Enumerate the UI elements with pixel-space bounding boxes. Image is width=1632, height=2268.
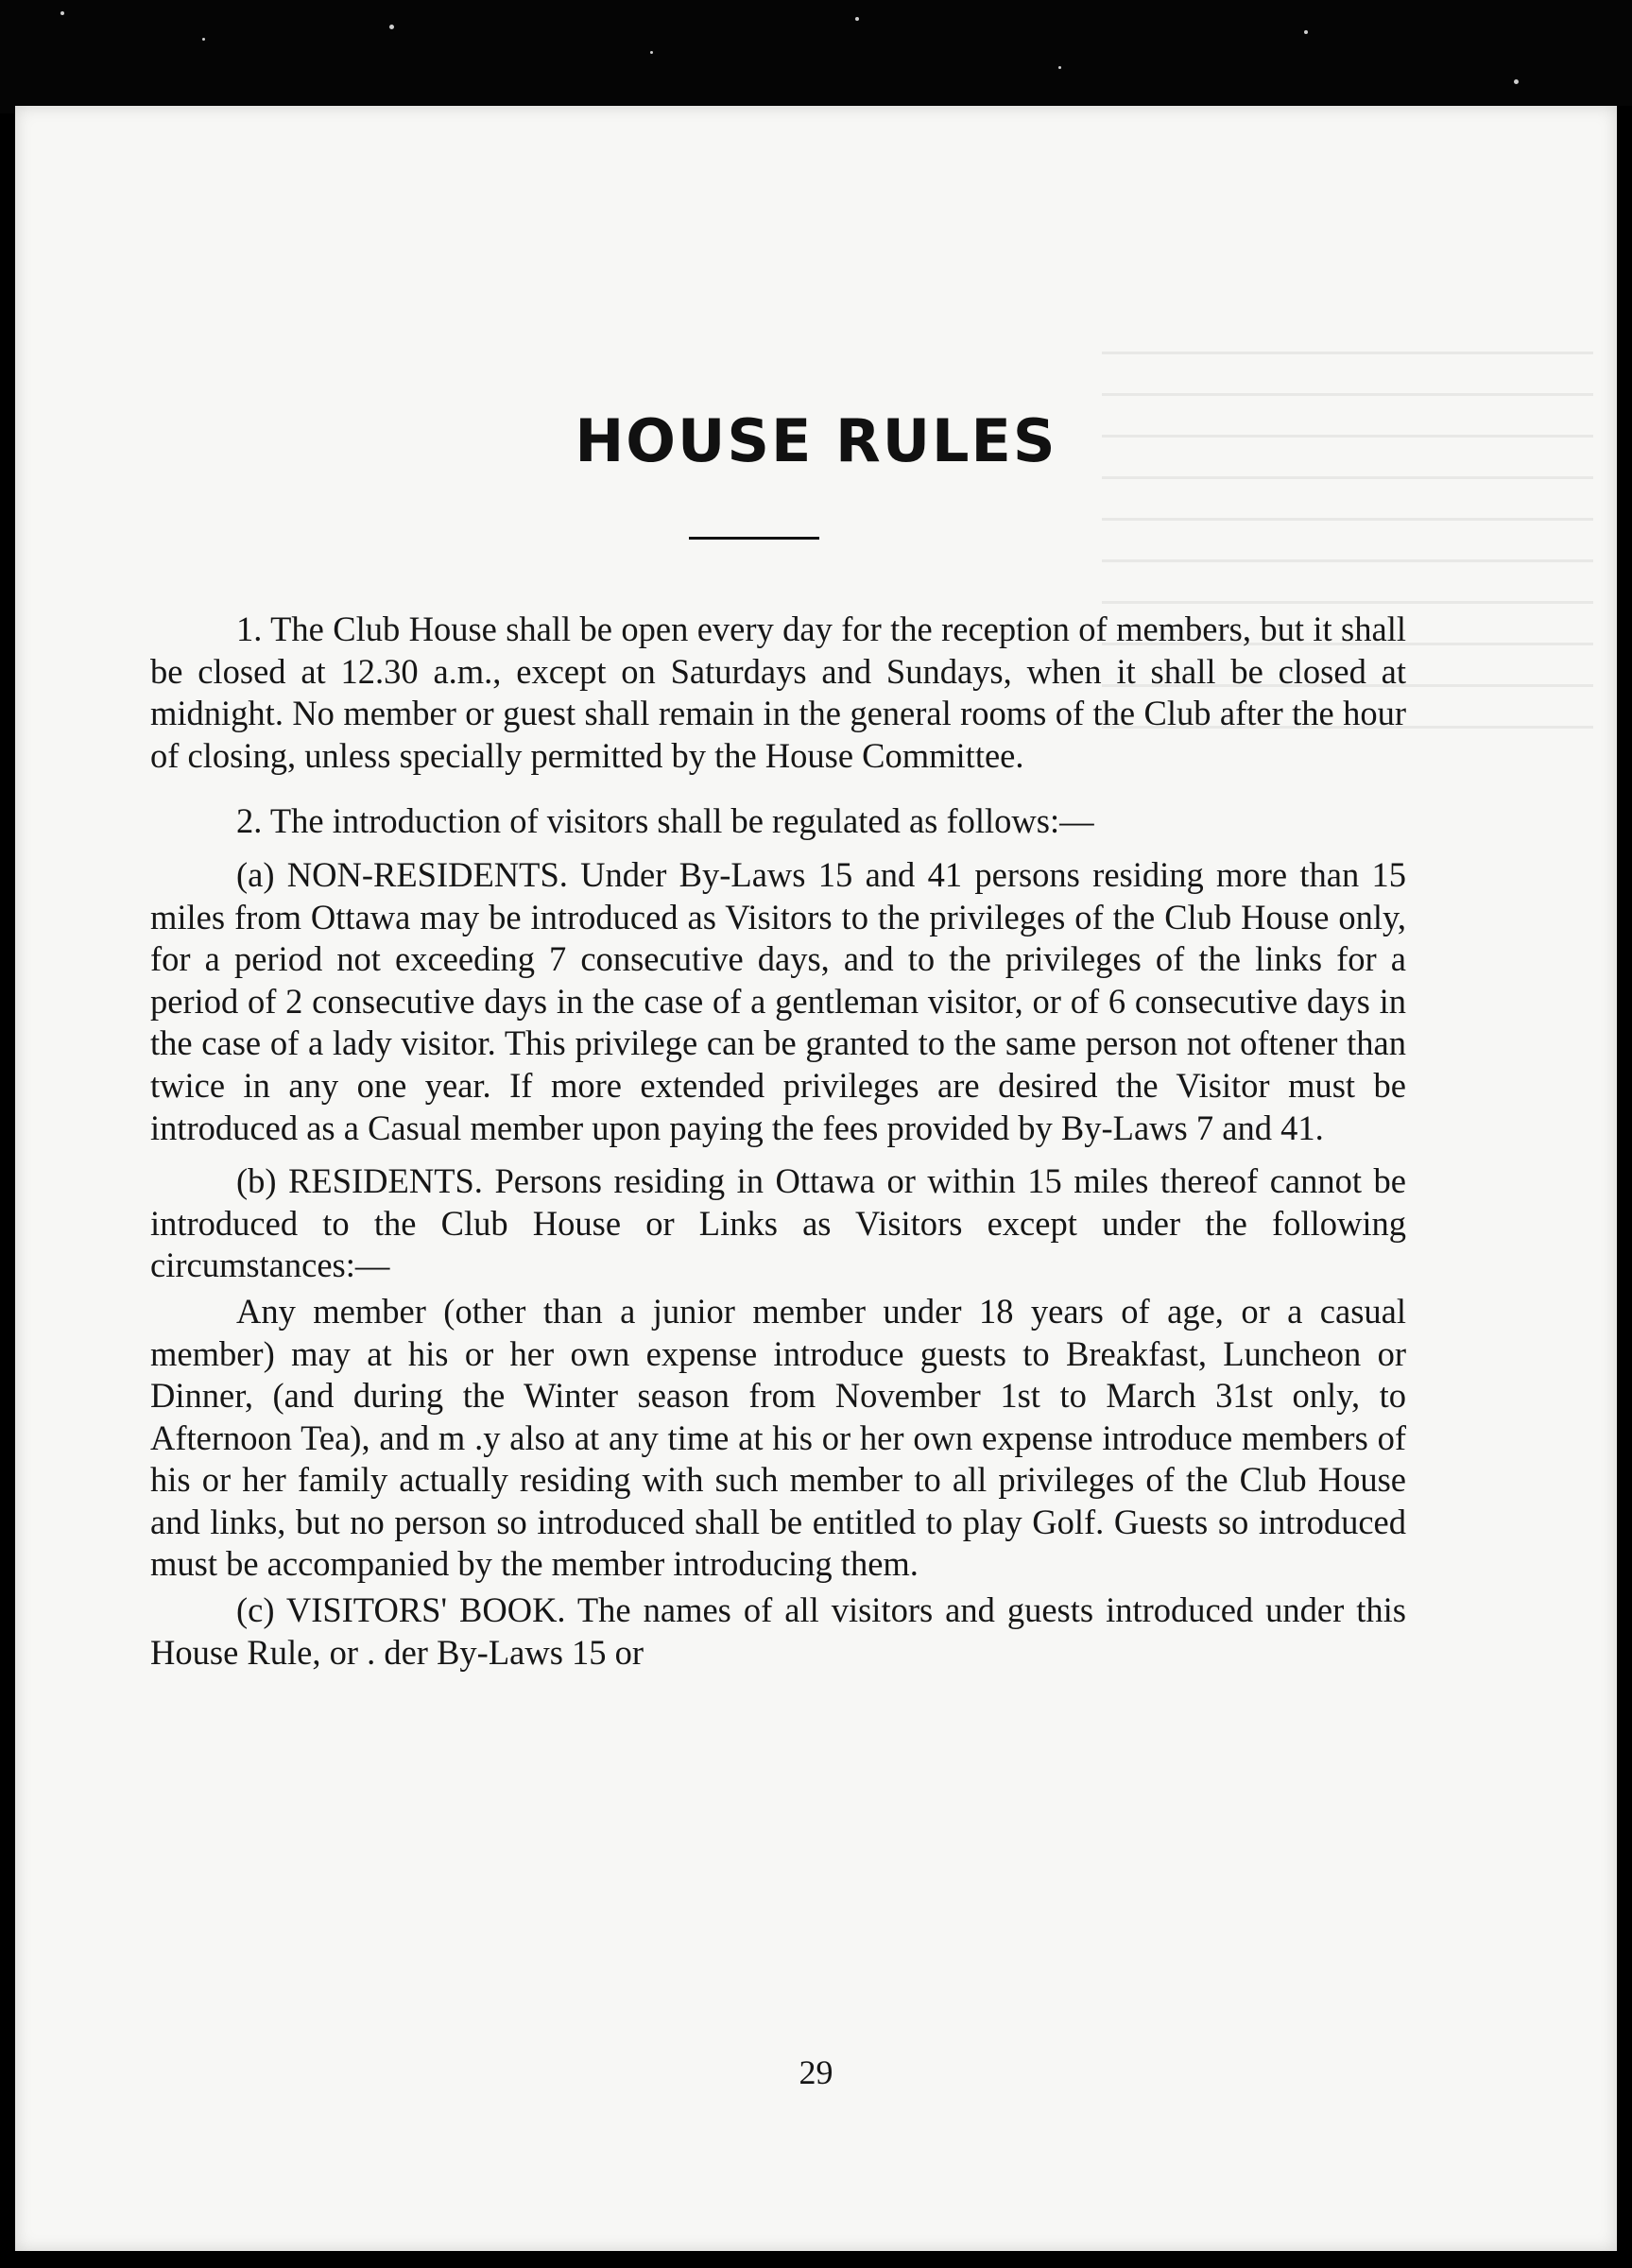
scan-speck bbox=[855, 17, 859, 21]
scan-speck bbox=[1058, 66, 1061, 69]
title-underline bbox=[689, 537, 819, 540]
scan-border-bottom bbox=[0, 2251, 1632, 2268]
rule-paragraph-1: 1. The Club House shall be open every day for the reception of members, but it shall be closed at 12.30 a.m., except on Saturdays and Sundays, when it shall be closed at midnight. No member or guest shall remain in the general rooms of the Club after the hour of closing, unless specially permitted by the House Committee. bbox=[150, 610, 1406, 775]
rule-paragraph-2a: (a) NON-RESIDENTS. Under By-Laws 15 and 41 persons residing more than 15 miles from Ottawa may be introduced as Visitors to the privileges of the Club House only, for a period not exceeding 7 consecutive days, and to the privileges of the links for a period of 2 consecutive days in the case of a gentleman visitor, or of 6 consecutive days in the case of a lady visitor. This privilege can be granted to the same person not oftener than twice in any one year. If more extended privileges are desired the Visitor must be introduced as a Casual member upon paying the fees provided by By-Laws 7 and 41. bbox=[150, 854, 1406, 1147]
rules-body bbox=[150, 609, 1406, 1674]
scan-speck bbox=[389, 25, 394, 29]
rule-paragraph-2c: (c) VISITORS' BOOK. The names of all visitors and guests introduced under this House Rule, or . der By-Laws 15 or bbox=[150, 1590, 1406, 1672]
scan-speck bbox=[1514, 79, 1519, 84]
scan-speck bbox=[60, 11, 64, 15]
scan-speck bbox=[650, 51, 653, 54]
page-title: HOUSE RULES bbox=[575, 406, 1057, 475]
scan-speck bbox=[1304, 30, 1308, 34]
rule-paragraph-2b: (b) RESIDENTS. Persons residing in Ottawa or within 15 miles thereof cannot be introduced to the Club House or Links as Visitors except under the following circumstances:— bbox=[150, 1161, 1406, 1285]
scan-speck bbox=[202, 38, 205, 41]
scan-border-top bbox=[0, 0, 1632, 113]
page-number: 29 bbox=[799, 2053, 833, 2091]
document-page bbox=[15, 106, 1617, 2251]
rule-paragraph-2b-detail: Any member (other than a junior member under 18 years of age, or a casual member) may at his or her own expense introduce guests to Breakfast, Luncheon or Dinner, (and during the Winter season from November 1st to March 31st only, to Afternoon Tea), and m .y also at any time at his or her own expense introduce members of his or her family actually residing with such member to all privileges of the Club House and links, but no person so introduced shall be entitled to play Golf. Guests so introduced must be accompanied by the member introducing them. bbox=[150, 1291, 1406, 1584]
scan-border-right bbox=[1617, 106, 1632, 2268]
rule-paragraph-2: 2. The introduction of visitors shall be regulated as follows:— bbox=[236, 801, 1094, 841]
